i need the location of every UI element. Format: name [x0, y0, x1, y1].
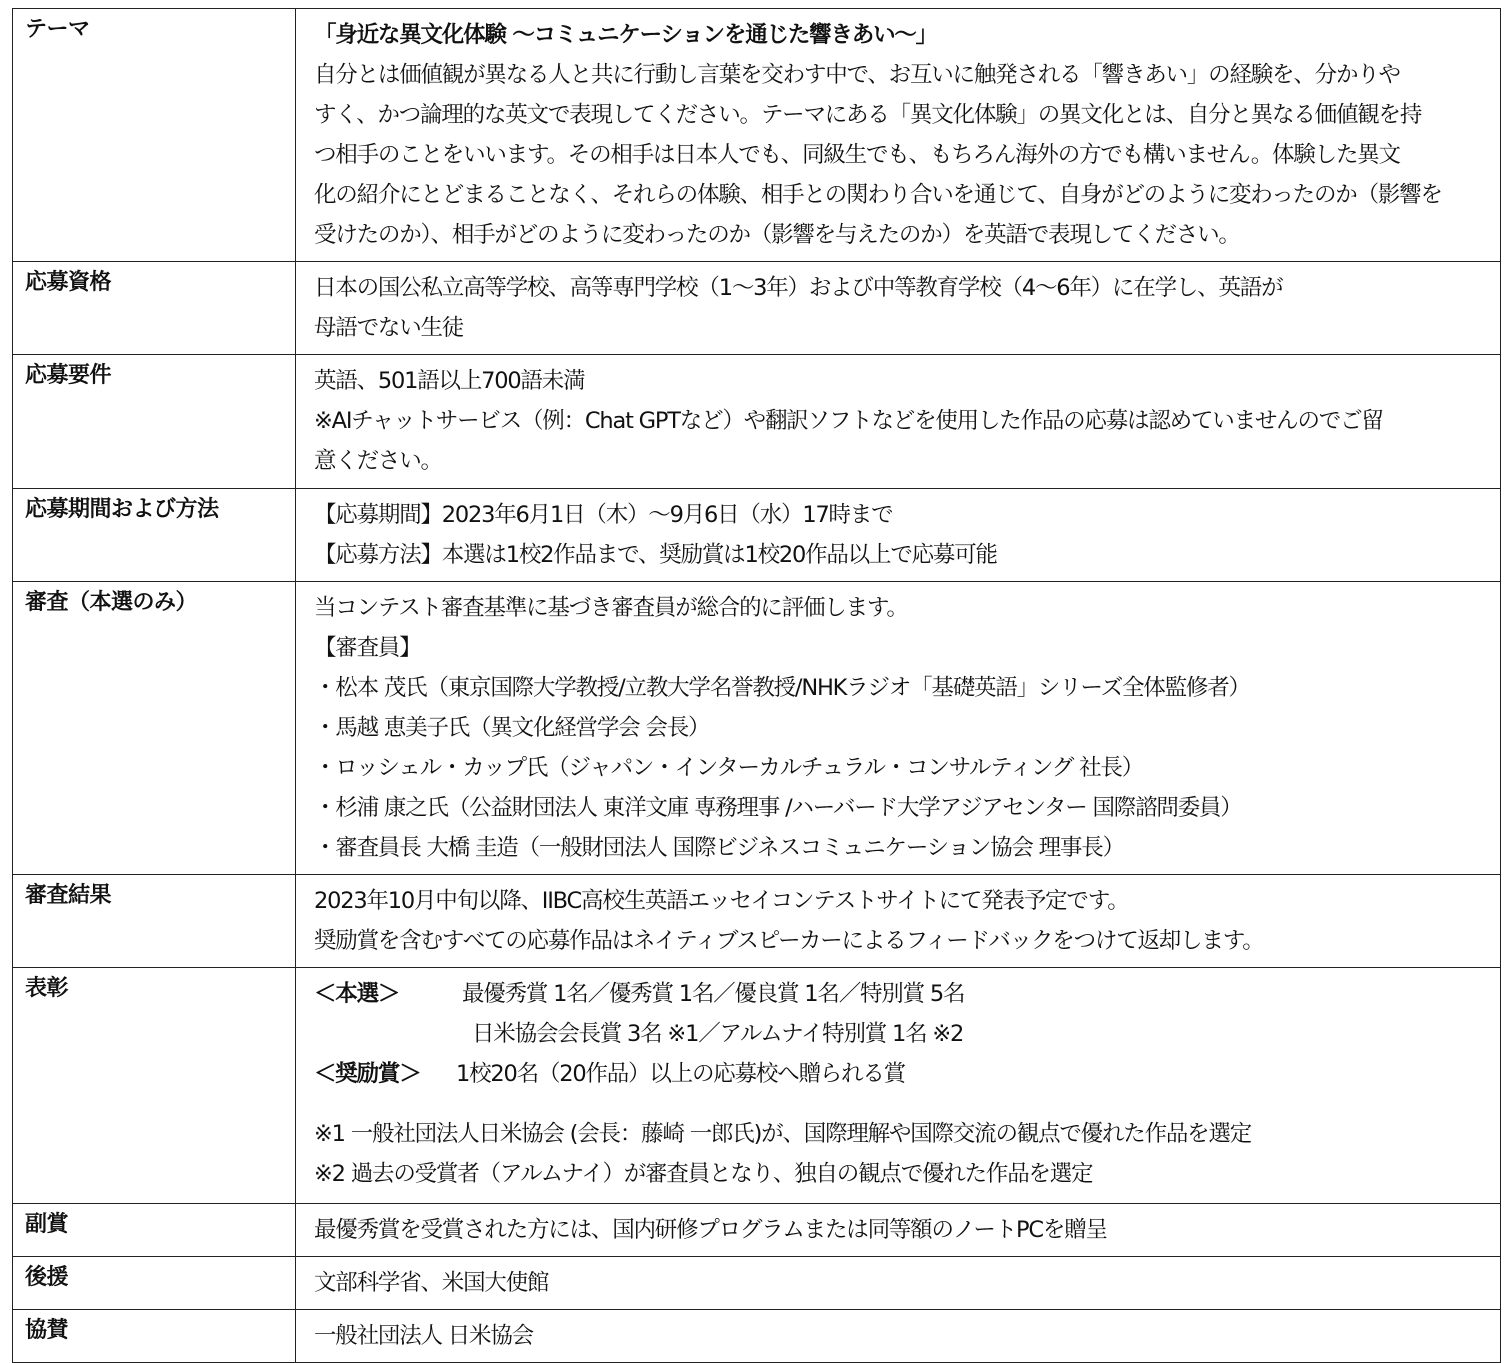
text-line: 【応募期間】2023年6月1日（木）〜9月6日（水）17時まで	[314, 502, 893, 528]
text-line: 自分とは価値観が異なる人と共に行動し言葉を交わす中で、お互いに触発される「響きあい」の経験を、分かりや	[314, 62, 1400, 88]
judge-item: ・審査員長 大橋 圭造（一般財団法人 国際ビジネスコミュニケーション協会 理事長）	[314, 835, 1124, 861]
row-content	[296, 1204, 1501, 1257]
text-line: つ相手のことをいいます。その相手は日本人でも、同級生でも、もちろん海外の方でも構いません。体験した異文	[314, 142, 1400, 168]
judge-item: ・杉浦 康之氏（公益財団法人 東洋文庫 専務理事 /ハーバード大学アジアセンター 国際諮問委員）	[314, 795, 1242, 821]
row-content	[296, 1310, 1501, 1363]
text-line: 意ください。	[314, 448, 442, 474]
row-period-method	[13, 489, 1501, 582]
row-eligibility	[13, 262, 1501, 355]
award-tag-honsen: ＜本選＞	[314, 981, 400, 1007]
award-main-line	[314, 974, 1494, 1014]
row-content	[296, 968, 1501, 1204]
theme-title: 「身近な異文化体験 〜コミュニケーションを通じた響きあい〜」	[314, 22, 937, 48]
judge-item: ・馬越 恵美子氏（異文化経営学会 会長）	[314, 715, 710, 741]
row-content	[296, 582, 1501, 875]
text-line: 最優秀賞を受賞された方には、国内研修プログラムまたは同等額のノートPCを贈呈	[314, 1217, 1107, 1243]
text-line: 奨励賞を含むすべての応募作品はネイティブスピーカーによるフィードバックをつけて返却します。	[314, 928, 1264, 954]
row-content	[296, 1257, 1501, 1310]
award-encouragement-text: 1校20名（20作品）以上の応募校へ贈られる賞	[456, 1061, 905, 1087]
text-line: 母語でない生徒	[314, 315, 464, 341]
text-line: ※AIチャットサービス（例：Chat GPTなど）や翻訳ソフトなどを使用した作品の応募は認めていませんのでご留	[314, 408, 1383, 434]
row-label: 後援	[13, 1257, 296, 1310]
row-label: 副賞	[13, 1204, 296, 1257]
text-line: 日本の国公私立高等学校、高等専門学校（1〜3年）および中等教育学校（4〜6年）に在学し、英語が	[314, 275, 1283, 301]
row-support	[13, 1257, 1501, 1310]
text-line: 当コンテスト審査基準に基づき審査員が総合的に評価します。	[314, 595, 908, 621]
row-content	[296, 262, 1501, 355]
row-label: 応募資格	[13, 262, 296, 355]
row-label: 表彰	[13, 968, 296, 1204]
text-line: 2023年10月中旬以降、IIBC高校生英語エッセイコンテストサイトにて発表予定です。	[314, 888, 1129, 914]
row-label: テーマ	[13, 9, 296, 262]
text-line: 一般社団法人 日米協会	[314, 1323, 533, 1349]
text-line: 【審査員】	[314, 635, 421, 661]
row-sponsor	[13, 1310, 1501, 1363]
award-encouragement-line	[314, 1054, 1494, 1094]
text-line: すく、かつ論理的な英文で表現してください。テーマにある「異文化体験」の異文化とは、自分と異なる価値観を持	[314, 102, 1422, 128]
row-label: 応募期間および方法	[13, 489, 296, 582]
award-note: ※2 過去の受賞者（アルムナイ）が審査員となり、独自の観点で優れた作品を選定	[314, 1161, 1093, 1187]
award-note: ※1 一般社団法人日米協会 (会長：藤崎 一郎氏)が、国際理解や国際交流の観点で優れた作品を選定	[314, 1121, 1252, 1147]
row-label: 審査（本選のみ）	[13, 582, 296, 875]
row-label: 応募要件	[13, 355, 296, 489]
text-line: 英語、501語以上700語未満	[314, 368, 585, 394]
award-tag-shorei: ＜奨励賞＞	[314, 1061, 421, 1087]
text-line: 受けたのか）、相手がどのように変わったのか（影響を与えたのか）を英語で表現してください。	[314, 222, 1240, 248]
row-supplementary-prize	[13, 1204, 1501, 1257]
row-results	[13, 875, 1501, 968]
award-main-line2: 日米協会会長賞 3名 ※1／アルムナイ特別賞 1名 ※2	[472, 1021, 964, 1047]
judge-item: ・松本 茂氏（東京国際大学教授/立教大学名誉教授/NHKラジオ「基礎英語」シリーズ全体監修者）	[314, 675, 1250, 701]
row-content	[296, 489, 1501, 582]
row-content	[296, 875, 1501, 968]
spacer	[314, 1094, 1494, 1114]
row-label: 協賛	[13, 1310, 296, 1363]
row-awards	[13, 968, 1501, 1204]
text-line: 文部科学省、米国大使館	[314, 1270, 549, 1296]
text-line: 化の紹介にとどまることなく、それらの体験、相手との関わり合いを通じて、自身がどのように変わったのか（影響を	[314, 182, 1442, 208]
row-content	[296, 9, 1501, 262]
award-main-text: 最優秀賞 1名／優秀賞 1名／優良賞 1名／特別賞 5名	[462, 981, 965, 1007]
row-requirements	[13, 355, 1501, 489]
text-line: 【応募方法】本選は1校2作品まで、奨励賞は1校20作品以上で応募可能	[314, 542, 997, 568]
row-theme	[13, 9, 1501, 262]
row-content	[296, 355, 1501, 489]
row-judging	[13, 582, 1501, 875]
contest-info-table	[12, 8, 1501, 1363]
row-label: 審査結果	[13, 875, 296, 968]
judge-item: ・ロッシェル・カップ氏（ジャパン・インターカルチュラル・コンサルティング 社長）	[314, 755, 1144, 781]
